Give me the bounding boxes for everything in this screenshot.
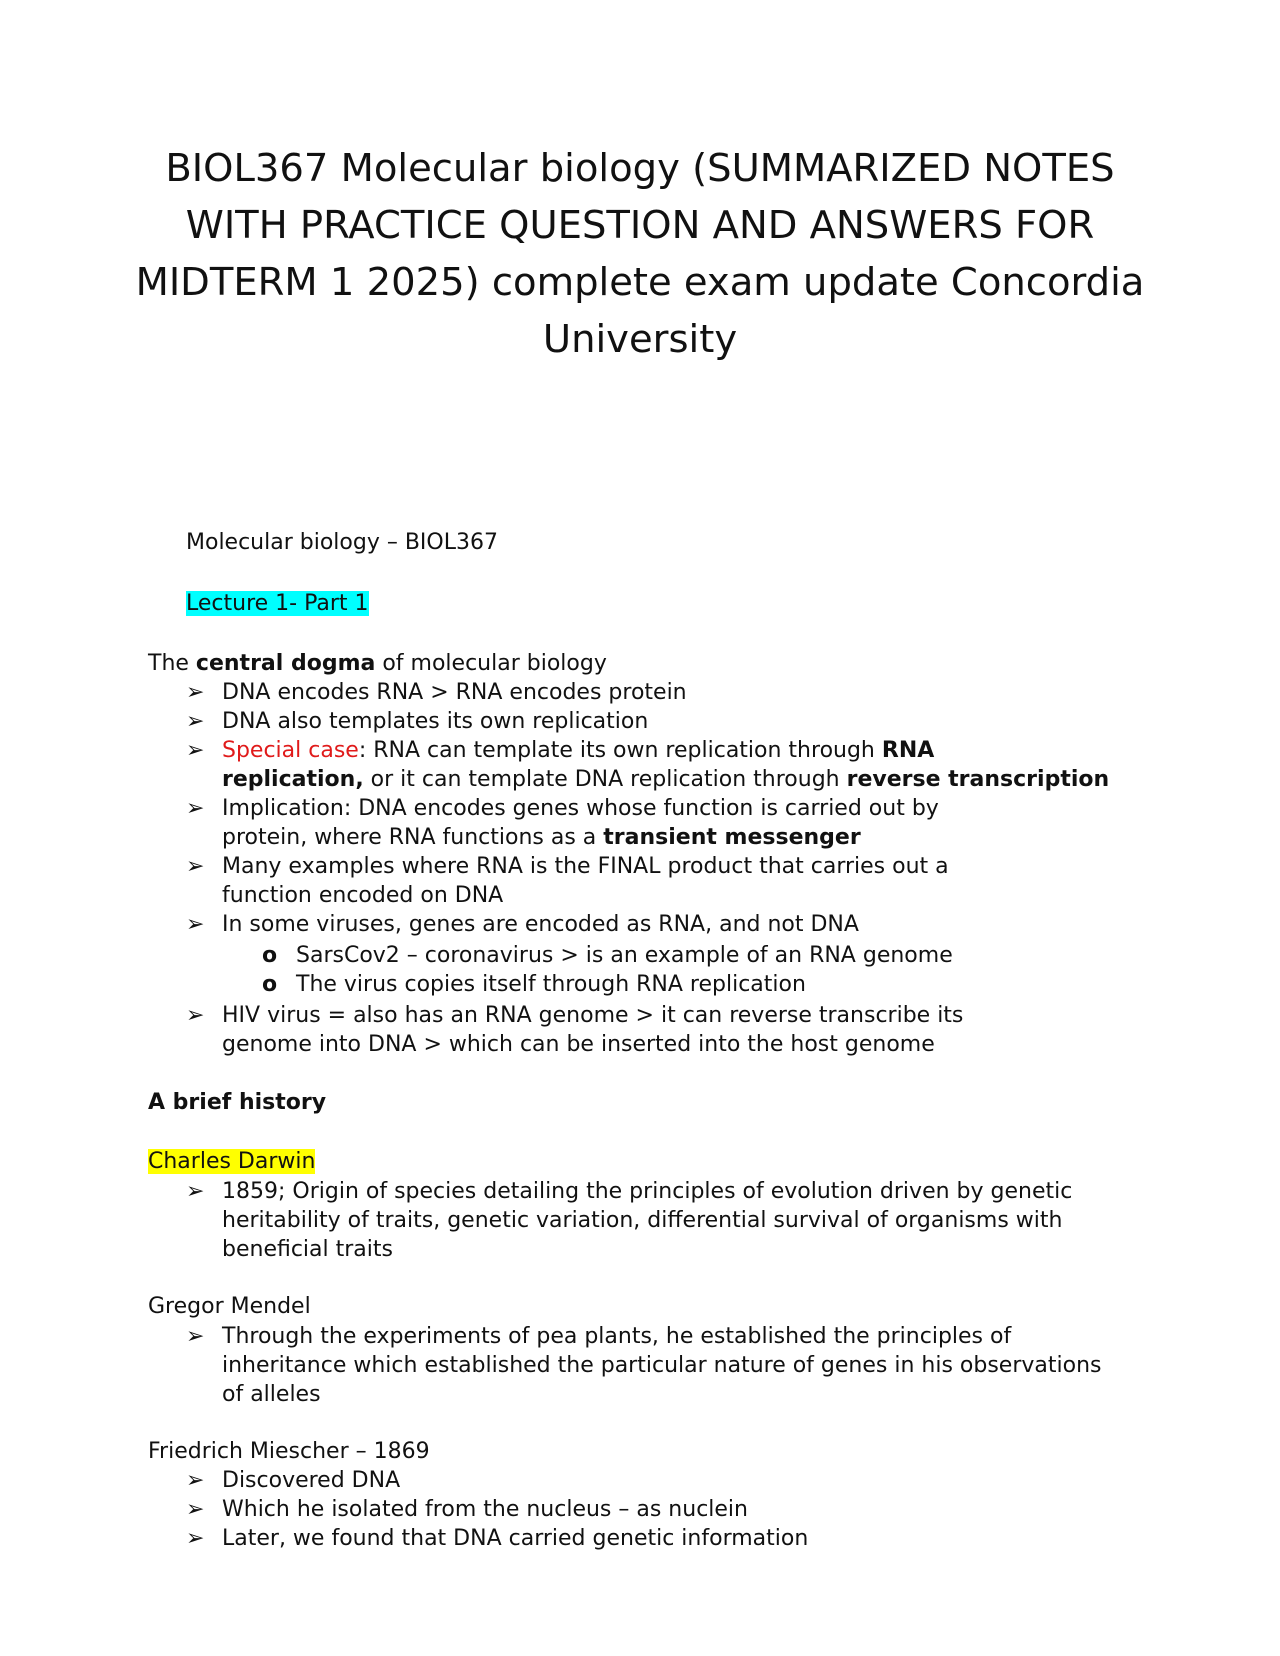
arrow-bullet-icon: ➢ — [186, 1468, 205, 1493]
list-item: Which he isolated from the nucleus – as nuclein — [222, 1497, 748, 1522]
darwin-highlight: Charles Darwin — [148, 1149, 316, 1174]
sub-bullet-icon: o — [262, 943, 278, 968]
list-item: In some viruses, genes are encoded as RNA, and not DNA — [222, 912, 859, 937]
course-line: Molecular biology – BIOL367 — [186, 530, 498, 555]
list-item-continuation: protein, where RNA functions as a transient messenger — [222, 825, 861, 850]
sub-list-item: SarsCov2 – coronavirus > is an example of an RNA genome — [296, 943, 953, 968]
dogma-heading: The central dogma of molecular biology — [148, 651, 607, 676]
arrow-bullet-icon: ➢ — [186, 709, 205, 734]
arrow-bullet-icon: ➢ — [186, 1179, 205, 1204]
sub-bullet-icon: o — [262, 972, 278, 997]
list-item: DNA also templates its own replication — [222, 709, 649, 734]
miescher-heading: Friedrich Miescher – 1869 — [148, 1439, 430, 1464]
list-item-special-case: Special case: RNA can template its own replication through RNA — [222, 738, 935, 763]
list-item: Through the experiments of pea plants, he established the principles of — [222, 1324, 1012, 1349]
lecture-label — [186, 589, 369, 618]
arrow-bullet-icon: ➢ — [186, 1497, 205, 1522]
list-item-continuation: beneficial traits — [222, 1237, 393, 1262]
arrow-bullet-icon: ➢ — [186, 1324, 205, 1349]
list-item: HIV virus = also has an RNA genome > it can reverse transcribe its — [222, 1003, 964, 1028]
arrow-bullet-icon: ➢ — [186, 912, 205, 937]
document-title: BIOL367 Molecular biology (SUMMARIZED NOTES WITH PRACTICE QUESTION AND ANSWERS FOR MIDTERM 1 2025) complete exam update Concordia University — [135, 146, 1145, 362]
lecture-highlight: Lecture 1- Part 1 — [186, 591, 369, 616]
special-case-label: Special case — [222, 738, 359, 763]
list-item: Discovered DNA — [222, 1468, 401, 1493]
history-heading: A brief history — [148, 1090, 327, 1115]
list-item-continuation: inheritance which established the particular nature of genes in his observations — [222, 1353, 1102, 1378]
list-item-continuation: genome into DNA > which can be inserted into the host genome — [222, 1032, 935, 1057]
list-item-continuation: of alleles — [222, 1382, 321, 1407]
list-item: Many examples where RNA is the FINAL product that carries out a — [222, 854, 949, 879]
list-item: Later, we found that DNA carried genetic information — [222, 1526, 809, 1551]
sub-list-item: The virus copies itself through RNA replication — [296, 972, 806, 997]
arrow-bullet-icon: ➢ — [186, 796, 205, 821]
list-item-continuation: function encoded on DNA — [222, 883, 504, 908]
darwin-heading — [148, 1147, 315, 1176]
mendel-heading: Gregor Mendel — [148, 1294, 311, 1319]
list-item: 1859; Origin of species detailing the principles of evolution driven by genetic — [222, 1179, 1073, 1204]
arrow-bullet-icon: ➢ — [186, 1003, 205, 1028]
list-item: DNA encodes RNA > RNA encodes protein — [222, 680, 687, 705]
dogma-heading-bold: central dogma — [195, 651, 376, 676]
arrow-bullet-icon: ➢ — [186, 738, 205, 763]
arrow-bullet-icon: ➢ — [186, 1526, 205, 1551]
list-item-continuation: heritability of traits, genetic variation, differential survival of organisms with — [222, 1208, 1063, 1233]
arrow-bullet-icon: ➢ — [186, 854, 205, 879]
arrow-bullet-icon: ➢ — [186, 680, 205, 705]
list-item: Implication: DNA encodes genes whose function is carried out by — [222, 796, 939, 821]
list-item-continuation: replication, or it can template DNA replication through reverse transcription — [222, 767, 1110, 792]
